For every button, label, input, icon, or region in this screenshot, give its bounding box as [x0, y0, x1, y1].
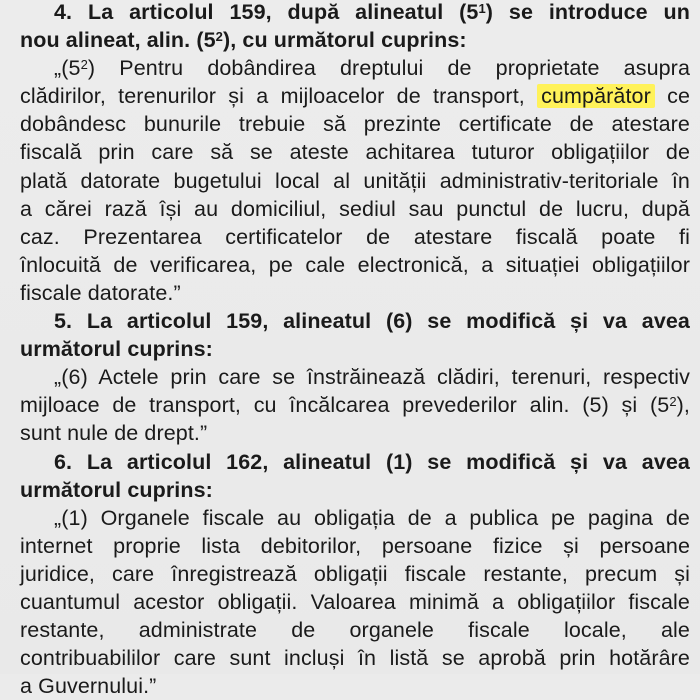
item-6-heading-line-2: următorul cuprins: — [20, 477, 213, 502]
item-4-heading-line-1: 4. La articolul 159, după alineatul $(5^1)$ se introduce un — [54, 0, 690, 24]
highlighted-word: cumpărător — [537, 84, 655, 108]
item-4-heading — [20, 0, 690, 54]
item-5-body-line-1: „(6) Actele prin care se înstrăinează clădiri, terenuri, respectiv — [54, 365, 690, 390]
item-4-body-line-6: a cărei rază își au domiciliul, sediul sau punctul de lucru, după — [20, 196, 690, 221]
item-6-body-line-5: restante, administrate de organele fiscale locale, ale — [20, 618, 690, 643]
item-6-body-line-7: a Guvernului.” — [20, 674, 157, 699]
item-4-body-line-9: fiscale datorate.” — [20, 280, 181, 305]
item-5-body-line-2: mijloace de transport, cu încălcarea prevederilor alin. (5) și $(5^2)$, — [20, 393, 690, 418]
item-4-body-line-1: $„(5^2)$ Pentru dobândirea dreptului de proprietate asupra — [54, 56, 690, 81]
item-6-body-line-2: internet proprie lista debitorilor, persoane fizice și persoane — [20, 533, 690, 558]
item-4-body-line-8: înlocuită de verificarea, pe cale electronică, a situației obligațiilor — [20, 252, 690, 277]
item-4-body-line-4: fiscală prin care să se ateste achitarea tuturor obligațiilor de — [20, 140, 690, 165]
item-4-body — [20, 54, 690, 307]
item-5-body-line-3: sunt nule de drept.” — [20, 421, 208, 446]
item-6-heading — [20, 448, 690, 504]
item-4-body-line-2: clădirilor, terenurilor și a mijloacelor de transport, cumpărător ce — [20, 84, 691, 109]
item-4-body-line-7: caz. Prezentarea certificatelor de atestare fiscală poate fi — [20, 224, 690, 249]
item-4-heading-line-2: nou alineat, alin. $(5^2)$, cu următorul cuprins: — [20, 28, 467, 53]
item-5-heading-line-2: următorul cuprins: — [20, 337, 213, 362]
item-6-body-line-4: cuantumul acestor obligații. Valoarea minimă a obligațiilor fiscale — [20, 589, 690, 614]
item-4-body-line-3: dobândesc bunurile trebuie să prezinte certificate de atestare — [20, 112, 690, 137]
item-5-body — [20, 363, 690, 447]
item-6-body-line-6: contribuabililor care sunt incluși în listă se aprobă prin hotărâre — [20, 646, 690, 671]
item-5-heading — [20, 307, 690, 363]
item-6-body-line-1: „(1) Organele fiscale au obligația de a publica pe pagina de — [54, 505, 690, 530]
item-4-body-line-5: plată datorate bugetului local al unității administrativ-teritoriale în — [20, 168, 690, 193]
item-6-body-line-3: juridice, care înregistrează obligații fiscale restante, precum și — [20, 561, 690, 586]
item-6-body — [20, 504, 690, 700]
item-6-heading-line-1: 6. La articolul 162, alineatul (1) se modifică și va avea — [54, 449, 690, 474]
item-5-heading-line-1: 5. La articolul 159, alineatul (6) se modifică și va avea — [54, 309, 690, 334]
